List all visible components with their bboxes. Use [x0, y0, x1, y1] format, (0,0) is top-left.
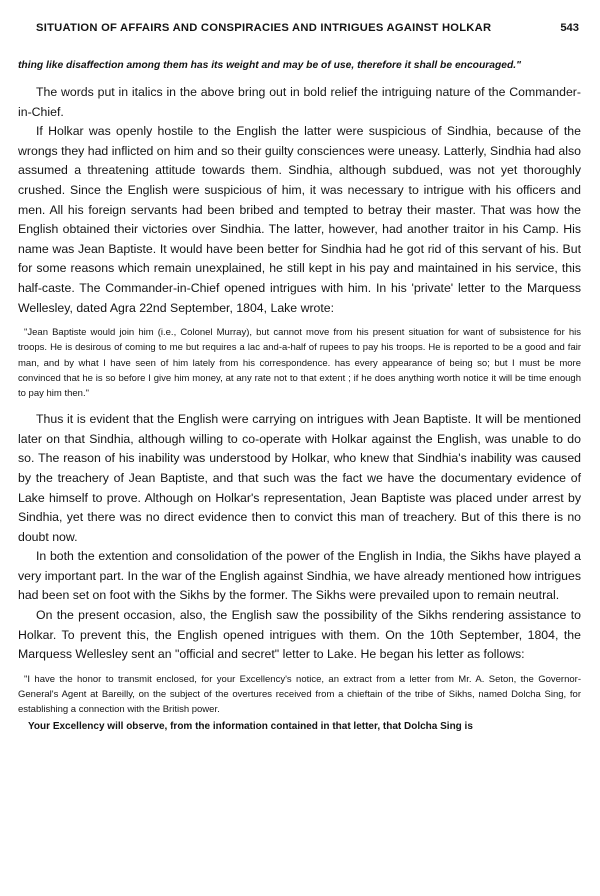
running-header: [18, 22, 581, 40]
paragraph-italics-note: The words put in italics in the above bring out in bold relief the intriguing nature of the Commander-in-Chief.: [18, 85, 581, 119]
page-number: 543: [560, 22, 579, 34]
block-quote-jean-baptiste: "Jean Baptiste would join him (i.e., Colonel Murray), but cannot move from his present situation for want of subsistence for his troops. He is desirous of coming to me but requires a lac and-a-half of rupees to pay his troops. He is reported to be a good and fair man, and by what I have seen of him lately from his correspondence. has every appearance of being so; but I must be more convinced that he is so before I give him money, at any rate not to that extent ; if he does anything worth notice it will be time enough to pay him then.": [18, 327, 581, 399]
italic-quote-continuation: thing like disaffection among them has its weight and may be of use, therefore it shall be encouraged.": [18, 60, 522, 71]
paragraph-sikhs: In both the extention and consolidation of the power of the English in India, the Sikhs have played a very important part. In the war of the English against Sindhia, we have already mentioned how intrigues had been set on foot with the Sikhs by the former. The Sikhs were prevailed upon to remain neutral.: [18, 549, 581, 603]
block-quote-dolcha-sing: "I have the honor to transmit enclosed, for your Excellency's notice, an extract from a letter from Mr. A. Seton, the Governor-General's Agent at Bareilly, on the subject of the overtures received from a chieftain of the tribe of Sikhs, named Dolcha Sing, for establishing a connection with the British power.: [18, 673, 581, 716]
paragraph-holkar-sindhia: If Holkar was openly hostile to the English the latter were suspicious of Sindhia, because of the wrongs they had inflicted on him and so their guilty consciences were uneasy. Latterly, Sindhia had also assumed a threatening attitude towards them. Sindhia, although subdued, was not yet thoroughly crushed. Since the English were suspicious of him, it was necessary to intrigue with his officers and men. All his foreign servants had been bribed and tempted to betray their master. That was how the English obtained their victories over Sindhia. The latter, however, had another traitor in his Camp. His name was Jean Baptiste. It would have been better for Sindhia had he got rid of this servant of his. But for some reasons which remain unexplained, he still kept in his pay and maintained in his service, this half-caste. The Commander-in-Chief opened intrigues with him. In his 'private' letter to the Marquess Wellesley, dated Agra 22nd September, 1804, Lake wrote:: [18, 124, 581, 315]
block-quote-continuation: Your Excellency will observe, from the information contained in that letter, that Dolcha Sing is: [28, 721, 473, 733]
paragraph-wellesley-letter: On the present occasion, also, the English saw the possibility of the Sikhs rendering assistance to Holkar. To prevent this, the English opened intrigues with them. On the 10th September, 1804, the Marquess Wellesley sent an "official and secret" letter to Lake. He began his letter as follows:: [18, 608, 581, 662]
running-title: SITUATION OF AFFAIRS AND CONSPIRACIES AND INTRIGUES AGAINST HOLKAR: [36, 22, 492, 34]
paragraph-intrigues-baptiste: Thus it is evident that the English were carrying on intrigues with Jean Baptiste. It will be mentioned later on that Sindhia, although willing to co-operate with Holkar against the English, was unable to do so. The reason of his inability was understood by Holkar, who knew that Sindhia's inability was caused by the treachery of Jean Baptiste, and that such was the fact we have the documentary evidence of Lake himself to prove. Although on Holkar's representation, Jean Baptiste was placed under arrest by Sindhia, yet there was no direct evidence then to convict this man of treachery. But of this there is no doubt now.: [18, 412, 581, 544]
